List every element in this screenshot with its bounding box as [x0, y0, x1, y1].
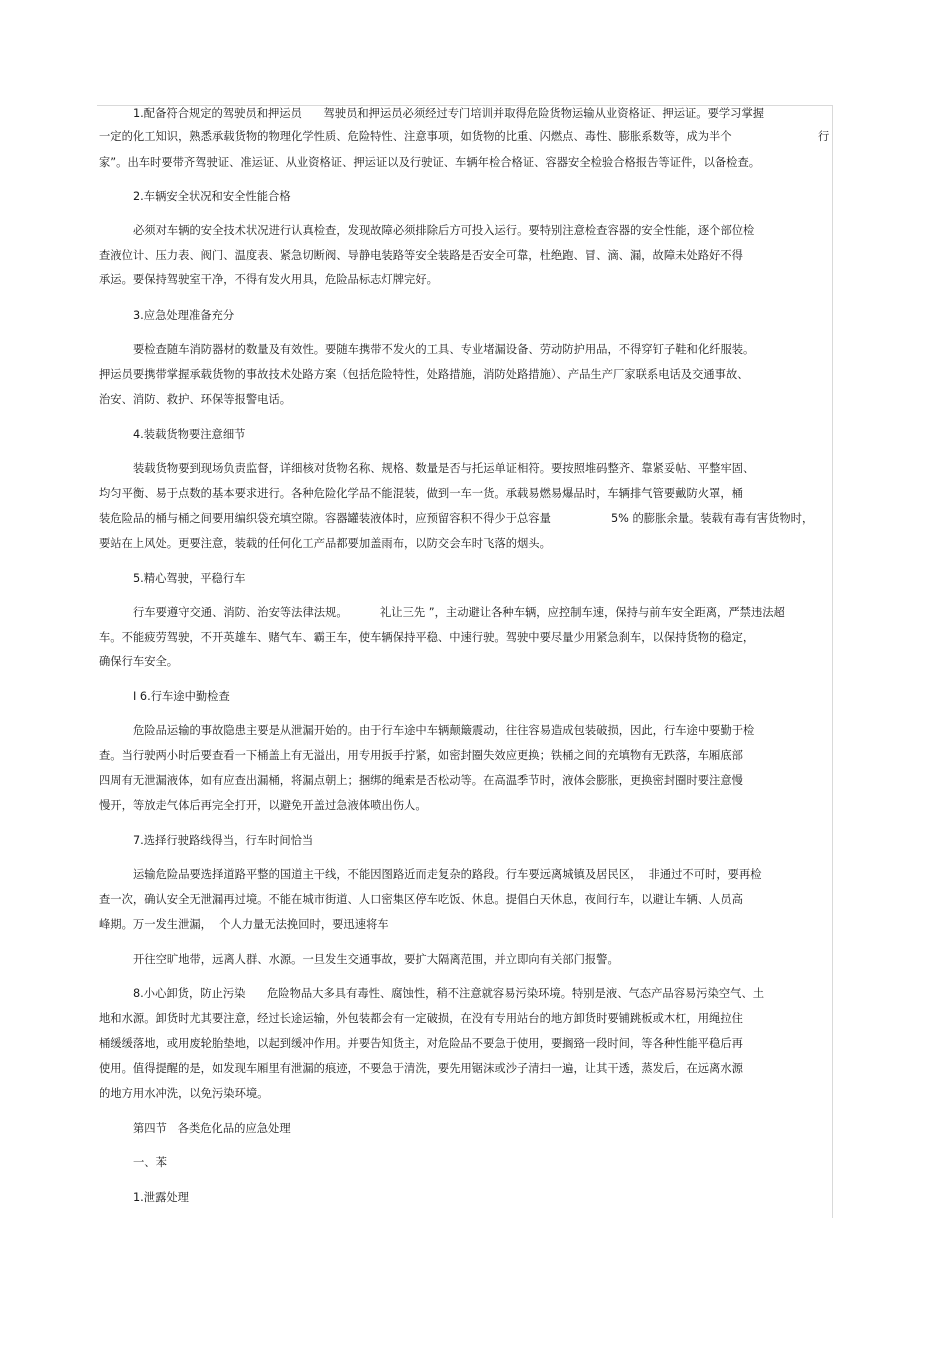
text-line: 行车要遵守交通、消防、治安等法律法规。 — [133, 606, 348, 619]
text-line: 要站在上风处。更要注意，装载的任何化工产品都要加盖雨布，以防交会车时飞落的烟头。 — [99, 537, 551, 550]
text-line: 峰期。万一发生泄漏， 个人力量无法挽回时，要迅速将车 — [99, 918, 389, 931]
text-line: 装危险品的桶与桶之间要用编织袋充填空隙。容器罐装液体时，应预留容积不得少于总容量 — [99, 512, 551, 525]
text-line: 确保行车安全。 — [99, 655, 179, 668]
text-line: 一定的化工知识，熟悉承载货物的物理化学性质、危险特性、注意事项，如货物的比重、闪燃点、毒性、膨胀系数等，成为半个 — [99, 130, 732, 143]
section-3-heading: 3.应急处理准备充分 — [133, 309, 235, 322]
text-line: 的地方用水冲洗，以免污染环境。 — [99, 1087, 269, 1100]
text-line: 使用。值得提醒的是，如发现车厢里有泄漏的痕迹，不要急于清洗，要先用锯沫或沙子清扫一遍，让其干透，蒸发后，在远离水源 — [99, 1062, 743, 1075]
text-line: 四周有无泄漏液体，如有应查出漏桶，将漏点朝上；捆绑的绳索是否松动等。在高温季节时，液体会膨胀，更换密封圈时要注意慢 — [99, 774, 743, 787]
text-line: 家”。出车时要带齐驾驶证、准运证、从业资格证、押运证以及行驶证、车辆年检合格证、容器安全检验合格报告等证件，以备检查。 — [99, 156, 761, 169]
text-line: 桶缓缓落地，或用废轮胎垫地，以起到缓冲作用。并要告知货主，对危险品不要急于使用，要搁臵一段时间，等各种性能平稳后再 — [99, 1037, 743, 1050]
section-8-heading-line: 8.小心卸货，防止污染 危险物品大多具有毒性、腐蚀性，稍不注意就容易污染环境。特别是液、气态产品容易污染空气、土 — [133, 987, 765, 1000]
text-line: 查液位计、压力表、阀门、温度表、紧急切断阀、导静电装路等安全装路是否安全可靠，杜绝跑、冒、滴、漏，故障未处路好不得 — [99, 249, 743, 262]
text-line: 开往空旷地带，远离人群、水源。一旦发生交通事故，要扩大隔离范围，并立即向有关部门报警。 — [133, 953, 619, 966]
section-4-heading: 4.装载货物要注意细节 — [133, 428, 246, 441]
text-line: 装载货物要到现场负责监督，详细核对货物名称、规格、数量是否与托运单证相符。要按照堆码整齐、靠紧妥帖、平整牢固、 — [133, 462, 755, 475]
text-line: 均匀平衡、易于点数的基本要求进行。各种危险化学品不能混装，做到一车一货。承载易燃易爆品时，车辆排气管要戴防火罩，桶 — [99, 487, 743, 500]
text-line: 必须对车辆的安全技术状况进行认真检查，发现故障必须排除后方可投入运行。要特别注意检查容器的安全性能，逐个部位检 — [133, 224, 755, 237]
text-line: 要检查随车消防器材的数量及有效性。要随车携带不发火的工具、专业堵漏设备、劳动防护用品，不得穿钉子鞋和化纤服装。 — [133, 343, 755, 356]
text-line: 危险品运输的事故隐患主要是从泄漏开始的。由于行车途中车辆颠簸震动，往往容易造成包装破损，因此，行车途中要勤于检 — [133, 724, 755, 737]
section-1-heading-line: 1.配备符合规定的驾驶员和押运员 驾驶员和押运员必须经过专门培训并取得危险货物运输从业资格证、押运证。要学习掌握 — [133, 107, 765, 120]
subsection-heading: 一、苯 — [133, 1156, 167, 1169]
text-line-fragment: 5% 的膨胀余量。装载有毒有害货物时， — [611, 512, 814, 525]
text-line: 慢开，等放走气体后再完全打开，以避免开盖过急液体喷出伤人。 — [99, 799, 427, 812]
chapter-heading: 第四节 各类危化品的应急处理 — [133, 1122, 291, 1135]
text-line-fragment: 礼让三先 ”，主动避让各种车辆，应控制车速，保持与前车安全距离，严禁违法超 — [380, 606, 785, 619]
item-heading: 1.泄露处理 — [133, 1191, 189, 1204]
page-border-right — [832, 105, 833, 1218]
section-2-heading: 2.车辆安全状况和安全性能合格 — [133, 190, 291, 203]
page-border-top — [97, 105, 833, 106]
section-7-heading: 7.选择行驶路线得当，行车时间恰当 — [133, 834, 314, 847]
section-6-heading: I 6.行车途中勤检查 — [133, 690, 230, 703]
text-line: 车。不能疲劳驾驶，不开英雄车、赌气车、霸王车，使车辆保持平稳、中速行驶。驾驶中要尽量少用紧急刹车，以保持货物的稳定， — [99, 631, 755, 644]
text-line: 承运。要保持驾驶室干净，不得有发火用具，危险品标志灯牌完好。 — [99, 273, 438, 286]
text-line: 地和水源。卸货时尤其要注意，经过长途运输，外包装都会有一定破损，在没有专用站台的地方卸货时要铺跳板或木杠，用绳拉住 — [99, 1012, 743, 1025]
text-line: 查一次，确认安全无泄漏再过境。不能在城市街道、人口密集区停车吃饭、休息。提倡白天休息，夜间行车，以避让车辆、人员高 — [99, 893, 743, 906]
text-line: 治安、消防、救护、环保等报警电话。 — [99, 393, 292, 406]
text-line: 查。当行驶两小时后要查看一下桶盖上有无溢出，用专用扳手拧紧，如密封圈失效应更换；铁桶之间的充填物有无跌落，车厢底部 — [99, 749, 743, 762]
text-line: 押运员要携带掌握承载货物的事故技术处路方案（包括危险特性，处路措施，消防处路措施）、产品生产厂家联系电话及交通事故、 — [99, 368, 749, 381]
margin-glyph: 行 — [818, 130, 830, 143]
text-line: 运输危险品要选择道路平整的国道主干线，不能因图路近而走复杂的路段。行车要远离城镇及居民区， 非通过不可时，要再检 — [133, 868, 762, 881]
section-5-heading: 5.精心驾驶，平稳行车 — [133, 572, 246, 585]
